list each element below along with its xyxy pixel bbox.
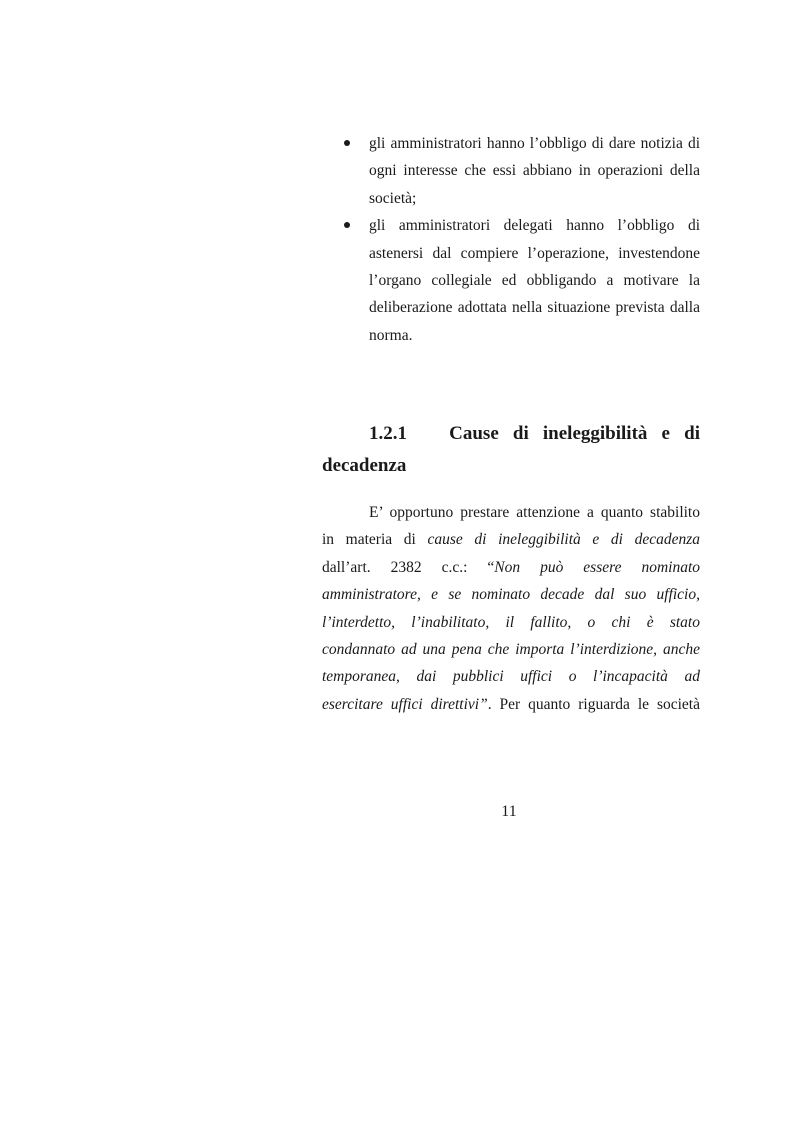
italic-text: Non può essere nominato — [494, 558, 700, 576]
heading-word: e — [661, 423, 670, 444]
bullet-text: gli amministratori hanno l’obbligo di dare notizia di ogni interesse che essi abbiano in operazioni della società; — [369, 135, 700, 207]
italic-text: amministratore, e se nominato decade dal suo ufficio, — [322, 586, 700, 604]
bullet-item — [322, 212, 700, 349]
italic-text: condannato ad una pena che importa l’interdizione, anche — [322, 641, 700, 659]
heading-word: Cause — [449, 423, 499, 444]
line-text: dall’art. 2382 c.c.: “ — [322, 558, 495, 576]
section-number: 1.2.1 — [369, 423, 407, 444]
paragraph-line — [322, 581, 700, 608]
bullet-item — [322, 130, 700, 212]
bullet-text: gli amministratori delegati hanno l’obbligo di astenersi dal compiere l’operazione, investendone l’organo collegiale ed obbligando a motivare la deliberazione adottata nella situazione prevista dalla norma. — [369, 217, 700, 344]
paragraph-line — [322, 526, 700, 553]
line-text: E’ opportuno prestare attenzione a quanto stabilito — [369, 504, 700, 521]
heading-word: di — [684, 423, 700, 444]
paragraph-line — [322, 609, 700, 636]
section-heading — [322, 418, 700, 482]
paragraph-line — [322, 554, 700, 581]
bullet-icon — [344, 222, 350, 228]
italic-text: temporanea, dai pubblici uffici o l’incapacità ad — [322, 668, 700, 686]
bullet-icon — [344, 140, 350, 146]
heading-word: ineleggibilità — [542, 423, 648, 444]
paragraph-line — [322, 636, 700, 663]
line-text: in materia di — [322, 531, 416, 549]
italic-text: cause di ineleggibilità e di decadenza — [427, 531, 701, 549]
heading-line — [322, 418, 700, 450]
bullet-list — [322, 130, 700, 349]
paragraph-line — [322, 499, 700, 526]
italic-text: esercitare uffici direttivi” — [322, 695, 488, 713]
heading-word: di — [512, 423, 529, 444]
paragraph-line — [322, 691, 700, 718]
body-paragraph — [322, 499, 700, 718]
italic-text: l’interdetto, l’inabilitato, il fallito, o chi è stato — [322, 613, 700, 631]
line-text: . Per quanto riguarda le società — [487, 695, 700, 713]
heading-line: decadenza — [322, 455, 407, 476]
paragraph-line — [322, 663, 700, 690]
page-number: 11 — [501, 803, 517, 820]
